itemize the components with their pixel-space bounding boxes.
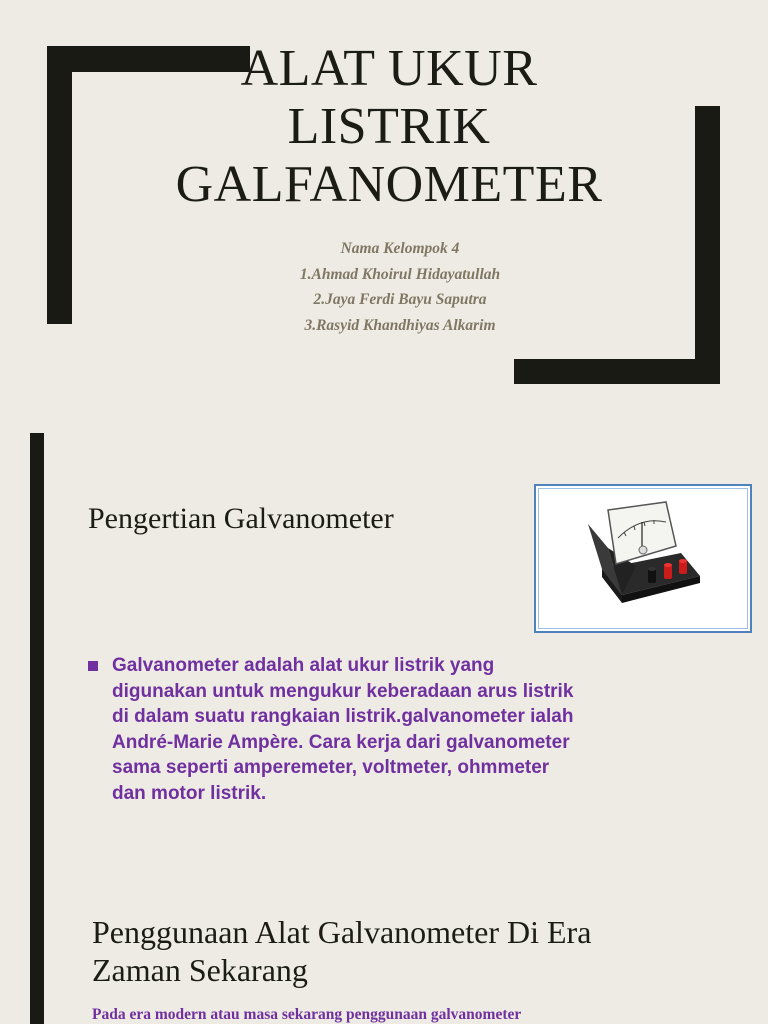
bullet-line: dan motor listrik. bbox=[112, 782, 267, 804]
title-slide bbox=[0, 0, 768, 405]
member-line: 1.Ahmad Khoirul Hidayatullah bbox=[299, 265, 501, 283]
slide-title bbox=[150, 40, 628, 214]
bullet-line: sama seperti amperemeter, voltmeter, ohmmeter bbox=[112, 757, 550, 778]
definition-slide bbox=[0, 405, 768, 865]
bullet-line: Galvanometer adalah alat ukur listrik yang bbox=[112, 655, 495, 676]
section-heading: Pengertian Galvanometer bbox=[88, 502, 394, 535]
bullet-line: André-Marie Ampère. Cara kerja dari galvanometer bbox=[112, 731, 570, 753]
definition-bullet bbox=[88, 653, 648, 806]
square-bullet-icon bbox=[88, 661, 98, 671]
member-line: 3.Rasyid Khandhiyas Alkarim bbox=[304, 316, 496, 334]
usage-paragraph: Pada era modern atau masa sekarang penggunaan galvanometer bbox=[92, 1006, 522, 1023]
bullet-line: digunakan untuk mengukur keberadaan arus listrik bbox=[112, 680, 574, 702]
galvanometer-device-icon bbox=[536, 486, 750, 631]
title-line: GALFANOMETER bbox=[175, 156, 603, 213]
usage-slide bbox=[0, 865, 768, 1024]
frame-bottom-right-vertical bbox=[695, 106, 720, 384]
heading-line: Penggunaan Alat Galvanometer Di Era bbox=[92, 914, 592, 950]
heading-line: Zaman Sekarang bbox=[92, 952, 308, 988]
accent-line bbox=[30, 865, 44, 1024]
bullet-line: di dalam suatu rangkaian listrik.galvanometer ialah bbox=[112, 706, 574, 727]
member-line: Nama Kelompok 4 bbox=[340, 240, 460, 257]
group-members bbox=[200, 236, 600, 338]
section-heading bbox=[92, 913, 591, 989]
frame-bottom-right-horizontal bbox=[514, 359, 720, 384]
galvanometer-image bbox=[534, 484, 752, 633]
accent-line bbox=[30, 433, 44, 865]
title-line: LISTRIK bbox=[287, 98, 491, 155]
member-line: 2.Jaya Ferdi Bayu Saputra bbox=[313, 291, 487, 308]
frame-top-left-vertical bbox=[47, 46, 72, 324]
title-line: ALAT UKUR bbox=[240, 40, 538, 97]
